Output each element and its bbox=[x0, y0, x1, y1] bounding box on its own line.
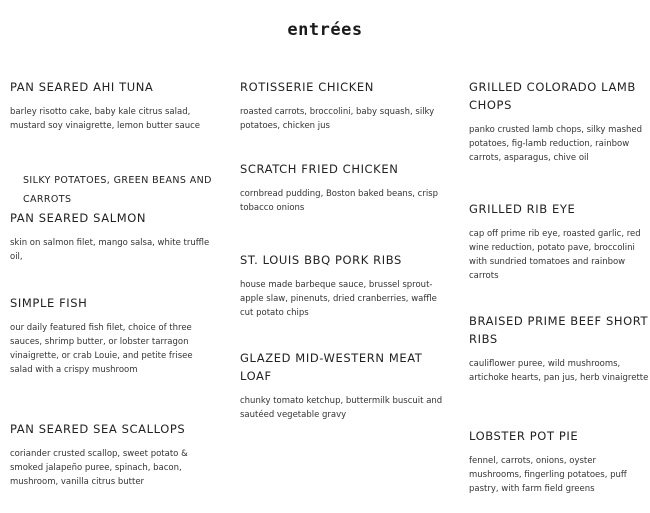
menu-item-ahi-tuna bbox=[10, 78, 215, 133]
menu-item-description: fennel, carrots, onions, oyster mushrooms, fingerling potatoes, puff pastry, with farm field greens bbox=[469, 456, 627, 494]
menu-item-lobster-pot-pie bbox=[469, 427, 649, 496]
menu-item-salmon bbox=[10, 171, 215, 264]
menu-item-side-note: SILKY POTATOES, GREEN BEANS AND CARROTS bbox=[23, 175, 212, 205]
menu-item-description: house made barbeque sauce, brussel sprout-apple slaw, pinenuts, dried cranberries, waffle cut potato chips bbox=[240, 280, 437, 318]
menu-item-name: ST. LOUIS BBQ PORK RIBS bbox=[240, 253, 402, 267]
menu-item-description: cornbread pudding, Boston baked beans, crisp tobacco onions bbox=[240, 189, 439, 213]
menu-item-bbq-pork-ribs bbox=[240, 251, 445, 320]
menu-item-name: SCRATCH FRIED CHICKEN bbox=[240, 162, 399, 176]
menu-item-name: GRILLED RIB EYE bbox=[469, 202, 576, 216]
menu-item-name: PAN SEARED SALMON bbox=[10, 211, 147, 225]
menu-item-name: GLAZED MID-WESTERN MEAT LOAF bbox=[240, 351, 423, 383]
menu-item-name: ROTISSERIE CHICKEN bbox=[240, 80, 374, 94]
menu-item-name: PAN SEARED SEA SCALLOPS bbox=[10, 422, 186, 436]
menu-item-name: BRAISED PRIME BEEF SHORT RIBS bbox=[469, 314, 649, 346]
menu-item-lamb-chops bbox=[469, 78, 649, 165]
menu-item-name: SIMPLE FISH bbox=[10, 296, 88, 310]
menu-section-title: entrées bbox=[287, 20, 363, 40]
menu-item-simple-fish bbox=[10, 294, 215, 377]
menu-item-description: roasted carrots, broccolini, baby squash, silky potatoes, chicken jus bbox=[240, 107, 435, 131]
menu-item-short-ribs bbox=[469, 312, 649, 385]
menu-item-sea-scallops bbox=[10, 420, 215, 489]
menu-item-description: cauliflower puree, wild mushrooms, artichoke hearts, pan jus, herb vinaigrette bbox=[469, 359, 649, 383]
menu-item-name: LOBSTER POT PIE bbox=[469, 429, 579, 443]
menu-item-description: our daily featured fish filet, choice of three sauces, shrimp butter, or lobster tarragon vinaigrette, or crab Louie, and petite frisee salad with a crispy mushroom bbox=[10, 323, 193, 375]
menu-item-meat-loaf bbox=[240, 349, 445, 422]
menu-item-description: panko crusted lamb chops, silky mashed potatoes, fig-lamb reduction, rainbow carrots, asparagus, chive oil bbox=[469, 125, 643, 163]
menu-item-name: PAN SEARED AHI TUNA bbox=[10, 80, 154, 94]
menu-item-description: chunky tomato ketchup, buttermilk buscuit and sautéed vegetable gravy bbox=[240, 396, 443, 420]
menu-item-rotisserie-chicken bbox=[240, 78, 445, 133]
menu-item-description: coriander crusted scallop, sweet potato & smoked jalapeño puree, spinach, bacon, mushroom, vanilla citrus butter bbox=[10, 449, 188, 487]
menu-item-description: skin on salmon filet, mango salsa, white truffle oil, bbox=[10, 238, 210, 262]
menu-item-rib-eye bbox=[469, 200, 649, 283]
menu-item-description: barley risotto cake, baby kale citrus salad, mustard soy vinaigrette, lemon butter sauce bbox=[10, 107, 200, 131]
menu-item-fried-chicken bbox=[240, 160, 445, 215]
menu-item-description: cap off prime rib eye, roasted garlic, red wine reduction, potato pave, broccolini with sundried tomatoes and rainbow carrots bbox=[469, 229, 641, 281]
menu-item-name: GRILLED COLORADO LAMB CHOPS bbox=[469, 80, 636, 112]
